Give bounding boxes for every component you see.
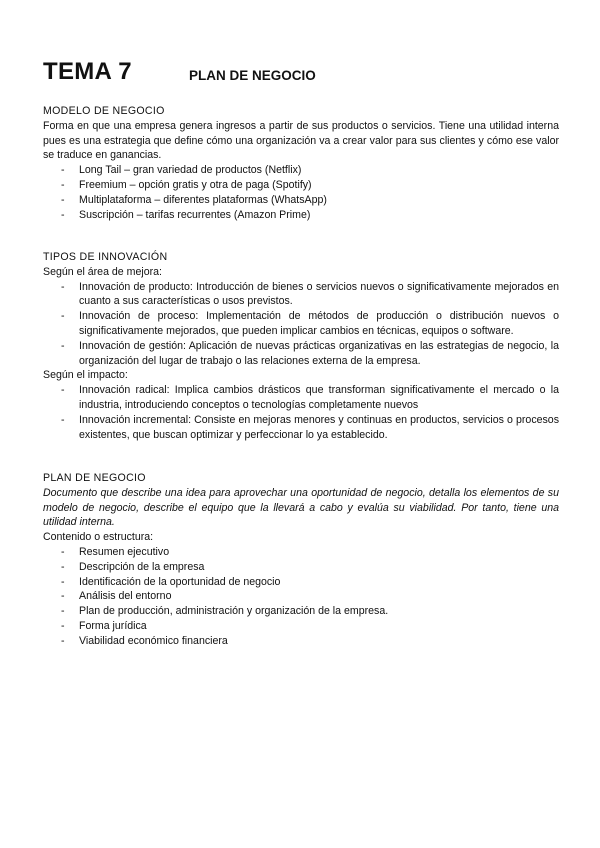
section-heading: TIPOS DE INNOVACIÓN [43, 251, 168, 263]
list-item-text: Innovación de proceso: Implementación de métodos de producción o distribución nuevos o significativamente mejorados, que pueden implicar cambios en técnicas, equipos o software. [79, 310, 559, 337]
list-item-text: Innovación radical: Implica cambios drásticos que transforman significativamente el mercado o la industria, introduciendo conceptos o tecnologías completamente nuevos [79, 384, 559, 411]
bullet-dash: - [61, 619, 65, 632]
list-item [43, 309, 559, 339]
list-item [43, 339, 559, 369]
section-tipos-innovacion [43, 250, 559, 442]
title-row [43, 58, 563, 92]
list-item [43, 208, 559, 223]
area-list [43, 280, 559, 369]
bullet-dash: - [61, 384, 65, 397]
list-item [43, 193, 559, 208]
contenido-list [43, 545, 559, 649]
list-item-text: Innovación incremental: Consiste en mejoras menores y continuas en productos, servicios o procesos existentes, que buscan optimizar y perfeccionar lo ya establecido. [79, 413, 559, 441]
list-item-text: Descripción de la empresa [79, 560, 205, 573]
list-item-text: Forma jurídica [79, 619, 147, 632]
list-item [43, 575, 559, 590]
list-item [43, 589, 559, 604]
list-item-text: Análisis del entorno [79, 590, 172, 603]
subheading-area: Según el área de mejora: [43, 265, 162, 278]
section-heading: PLAN DE NEGOCIO [43, 472, 146, 484]
bullet-dash: - [61, 560, 65, 573]
bullet-dash: - [61, 575, 65, 588]
list-item-text: Plan de producción, administración y organización de la empresa. [79, 605, 389, 618]
list-item [43, 178, 559, 193]
bullet-dash: - [61, 208, 65, 221]
bullet-dash: - [61, 413, 65, 426]
list-item-text: Multiplataforma – diferentes plataformas (WhatsApp) [79, 193, 327, 206]
bullet-dash: - [61, 545, 65, 558]
bullet-dash: - [61, 178, 65, 191]
bullet-dash: - [61, 193, 65, 206]
bullet-dash: - [61, 605, 65, 618]
subheading-contenido: Contenido o estructura: [43, 531, 154, 544]
bullet-dash: - [61, 164, 65, 177]
list-item-text: Freemium – opción gratis y otra de paga (Spotify) [79, 178, 312, 191]
list-item [43, 545, 559, 560]
model-list [43, 163, 559, 222]
list-item [43, 163, 559, 178]
unit-number: TEMA 7 [43, 58, 132, 85]
list-item-text: Viabilidad económico financiera [79, 634, 228, 647]
definition-text: Forma en que una empresa genera ingresos a partir de sus productos o servicios. Tiene una utilidad interna pues es una estrategia que define cómo una organización va a crear valor para sus clientes y cómo ese valor se traduce en ganancias. [43, 119, 559, 162]
list-item [43, 619, 559, 634]
page-title: PLAN DE NEGOCIO [189, 68, 316, 83]
bullet-dash: - [61, 280, 65, 293]
list-item [43, 383, 559, 413]
subheading-impacto: Según el impacto: [43, 369, 128, 382]
list-item [43, 560, 559, 575]
list-item-text: Innovación de gestión: Aplicación de nuevas prácticas organizativas en las estrategias de negocio, la organización del lugar de trabajo o las relaciones externa de la empresa. [79, 339, 559, 367]
list-item [43, 413, 559, 443]
list-item-text: Resumen ejecutivo [79, 545, 170, 558]
bullet-dash: - [61, 310, 65, 323]
list-item [43, 280, 559, 310]
bullet-dash: - [61, 634, 65, 647]
list-item-text: Identificación de la oportunidad de negocio [79, 575, 281, 588]
section-heading: MODELO DE NEGOCIO [43, 105, 165, 117]
bullet-dash: - [61, 339, 65, 352]
list-item [43, 604, 559, 619]
list-item-text: Innovación de producto: Introducción de bienes o servicios nuevos o significativamente mejorados en cuanto a sus características o usos previstos. [79, 280, 559, 308]
list-item-text: Long Tail – gran variedad de productos (Netflix) [79, 164, 302, 177]
section-modelo-negocio [43, 104, 559, 222]
bullet-dash: - [61, 590, 65, 603]
definition-text: Documento que describe una idea para aprovechar una oportunidad de negocio, detalla los elementos de su modelo de negocio, describe el equipo que la llevará a cabo y evalúa su viabilidad. Por tanto, tiene una utilidad interna. [43, 486, 559, 529]
list-item-text: Suscripción – tarifas recurrentes (Amazon Prime) [79, 208, 311, 221]
impacto-list [43, 383, 559, 442]
list-item [43, 634, 559, 649]
section-plan-negocio [43, 471, 559, 649]
